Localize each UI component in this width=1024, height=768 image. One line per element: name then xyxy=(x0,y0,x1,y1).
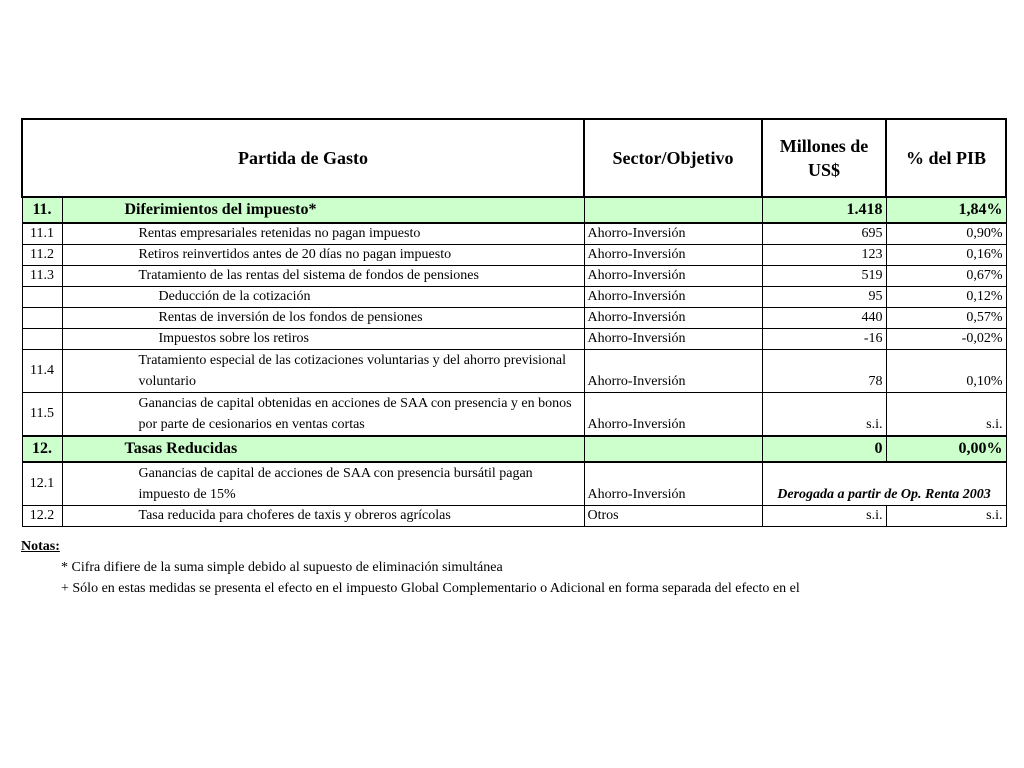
section-row xyxy=(22,197,1006,223)
table-row xyxy=(22,308,1006,329)
row-number xyxy=(22,287,62,308)
row-pct-pib: 0,16% xyxy=(886,245,1006,266)
header-partida: Partida de Gasto xyxy=(22,119,584,197)
row-amount-musd: -16 xyxy=(762,329,886,350)
row-description: Tratamiento especial de las cotizaciones voluntarias y del ahorro previsional voluntario xyxy=(62,350,584,393)
row-amount-musd: s.i. xyxy=(762,393,886,437)
row-number: 11.2 xyxy=(22,245,62,266)
row-pct-pib: 0,57% xyxy=(886,308,1006,329)
row-description: Rentas empresariales retenidas no pagan impuesto xyxy=(62,223,584,245)
row-sector: Ahorro-Inversión xyxy=(584,462,762,506)
row-sector xyxy=(584,197,762,223)
row-pct-pib: 0,12% xyxy=(886,287,1006,308)
row-pct-pib: 0,67% xyxy=(886,266,1006,287)
table-row xyxy=(22,266,1006,287)
row-number: 11.3 xyxy=(22,266,62,287)
table-row xyxy=(22,393,1006,437)
row-description: Tratamiento de las rentas del sistema de fondos de pensiones xyxy=(62,266,584,287)
header-sector: Sector/Objetivo xyxy=(584,119,762,197)
row-amount-musd: 95 xyxy=(762,287,886,308)
row-description: Tasa reducida para choferes de taxis y obreros agrícolas xyxy=(62,506,584,527)
table-row xyxy=(22,287,1006,308)
row-number: 12.2 xyxy=(22,506,62,527)
table-body xyxy=(22,197,1006,527)
row-amount-musd: 440 xyxy=(762,308,886,329)
row-pct-pib: s.i. xyxy=(886,506,1006,527)
row-description: Diferimientos del impuesto* xyxy=(62,197,584,223)
row-description: Retiros reinvertidos antes de 20 días no pagan impuesto xyxy=(62,245,584,266)
row-pct-pib: 0,00% xyxy=(886,436,1006,462)
row-amount-musd: s.i. xyxy=(762,506,886,527)
row-pct-pib: 1,84% xyxy=(886,197,1006,223)
row-amount-musd: 78 xyxy=(762,350,886,393)
row-description: Deducción de la cotización xyxy=(62,287,584,308)
table-row xyxy=(22,506,1006,527)
row-sector: Ahorro-Inversión xyxy=(584,287,762,308)
row-sector: Ahorro-Inversión xyxy=(584,223,762,245)
row-pct-pib: -0,02% xyxy=(886,329,1006,350)
row-description: Tasas Reducidas xyxy=(62,436,584,462)
table-row xyxy=(22,462,1006,506)
row-number xyxy=(22,308,62,329)
section-row xyxy=(22,436,1006,462)
row-number xyxy=(22,329,62,350)
row-description: Impuestos sobre los retiros xyxy=(62,329,584,350)
row-amount-musd: 123 xyxy=(762,245,886,266)
table-header-row xyxy=(22,119,1006,197)
header-pct: % del PIB xyxy=(886,119,1006,197)
table-row xyxy=(22,329,1006,350)
row-sector: Ahorro-Inversión xyxy=(584,393,762,437)
table-row xyxy=(22,223,1006,245)
note-1: * Cifra difiere de la suma simple debido al supuesto de eliminación simultánea xyxy=(61,560,503,575)
row-description: Ganancias de capital obtenidas en acciones de SAA con presencia y en bonos por parte de cesionarios en ventas cortas xyxy=(62,393,584,437)
row-description: Ganancias de capital de acciones de SAA con presencia bursátil pagan impuesto de 15% xyxy=(62,462,584,506)
row-sector: Ahorro-Inversión xyxy=(584,350,762,393)
row-number: 11. xyxy=(22,197,62,223)
table-row xyxy=(22,350,1006,393)
row-sector: Ahorro-Inversión xyxy=(584,266,762,287)
row-amount-musd: 695 xyxy=(762,223,886,245)
notes-title: Notas: xyxy=(21,539,60,554)
row-number: 12.1 xyxy=(22,462,62,506)
row-number: 11.1 xyxy=(22,223,62,245)
row-number: 11.5 xyxy=(22,393,62,437)
notes-section xyxy=(21,536,800,599)
table-row xyxy=(22,245,1006,266)
note-2: + Sólo en estas medidas se presenta el efecto en el impuesto Global Complementario o Adicional en forma separada del efecto en el xyxy=(61,581,800,596)
row-sector: Ahorro-Inversión xyxy=(584,329,762,350)
header-millones: Millones de US$ xyxy=(762,119,886,197)
row-sector: Otros xyxy=(584,506,762,527)
row-sector xyxy=(584,436,762,462)
derogation-note: Derogada a partir de Op. Renta 2003 xyxy=(762,462,1006,506)
row-sector: Ahorro-Inversión xyxy=(584,308,762,329)
row-description: Rentas de inversión de los fondos de pensiones xyxy=(62,308,584,329)
row-number: 11.4 xyxy=(22,350,62,393)
row-amount-musd: 0 xyxy=(762,436,886,462)
row-number: 12. xyxy=(22,436,62,462)
row-pct-pib: 0,10% xyxy=(886,350,1006,393)
row-amount-musd: 1.418 xyxy=(762,197,886,223)
tax-expenditure-table xyxy=(21,118,1007,527)
row-sector: Ahorro-Inversión xyxy=(584,245,762,266)
row-pct-pib: s.i. xyxy=(886,393,1006,437)
row-amount-musd: 519 xyxy=(762,266,886,287)
row-pct-pib: 0,90% xyxy=(886,223,1006,245)
